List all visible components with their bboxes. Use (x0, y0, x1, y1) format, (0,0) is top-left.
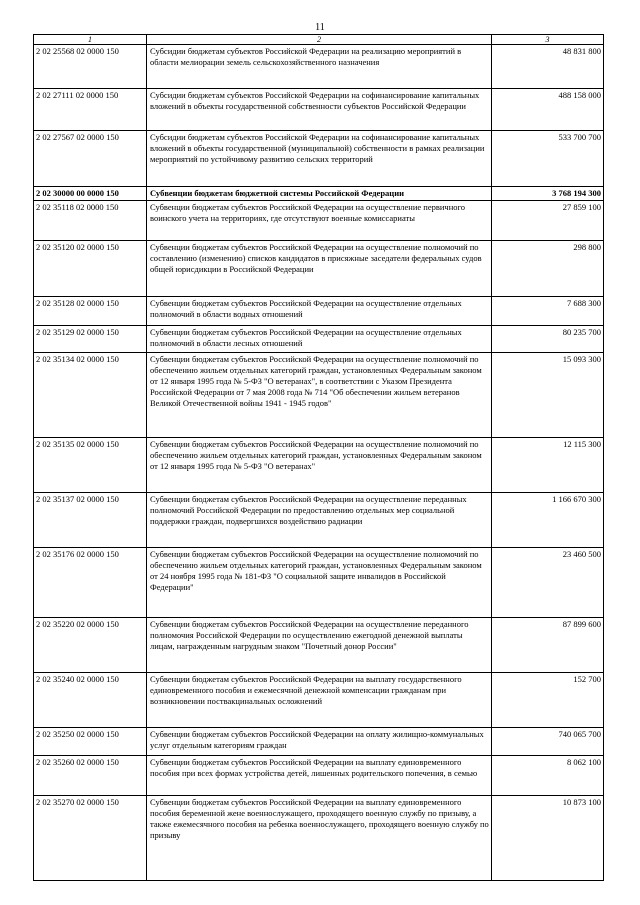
row-code: 2 02 25568 02 0000 150 (34, 45, 147, 89)
budget-table (33, 34, 604, 881)
column-header-2: 2 (147, 35, 492, 45)
row-amount: 3 768 194 300 (492, 187, 604, 201)
row-code: 2 02 35129 02 0000 150 (34, 326, 147, 353)
table-row (34, 131, 604, 187)
row-description: Субвенции бюджетам субъектов Российской Федерации на осуществление переданных полномочий Российской Федерации по предоставлению отдельных мер социальной поддержки граждан, подвергшихся воздействию радиации (147, 493, 492, 548)
row-description: Субвенции бюджетам субъектов Российской Федерации на выплату единовременного пособия при всех формах устройства детей, лишенных родительского попечения, в семью (147, 756, 492, 796)
column-header-3: 3 (492, 35, 604, 45)
row-code: 2 02 35250 02 0000 150 (34, 728, 147, 756)
table-row (34, 756, 604, 796)
row-code: 2 02 35176 02 0000 150 (34, 548, 147, 618)
table-row (34, 548, 604, 618)
table-row (34, 89, 604, 131)
table-row (34, 438, 604, 493)
row-amount: 10 873 100 (492, 796, 604, 881)
column-header-1: 1 (34, 35, 147, 45)
row-amount: 23 460 500 (492, 548, 604, 618)
table-row (34, 796, 604, 881)
row-amount: 740 065 700 (492, 728, 604, 756)
row-amount: 48 831 800 (492, 45, 604, 89)
row-amount: 7 688 300 (492, 297, 604, 326)
table-row (34, 187, 604, 201)
table-row (34, 728, 604, 756)
row-description: Субвенции бюджетам субъектов Российской Федерации на выплату государственного единовременного пособия и ежемесячной денежной компенсации гражданам при возникновении поствакцинальных осложнений (147, 673, 492, 728)
table-row (34, 673, 604, 728)
row-amount: 87 899 600 (492, 618, 604, 673)
row-amount: 15 093 300 (492, 353, 604, 438)
table-row (34, 297, 604, 326)
row-description: Субвенции бюджетам субъектов Российской Федерации на осуществление отдельных полномочий в области лесных отношений (147, 326, 492, 353)
row-code: 2 02 35120 02 0000 150 (34, 241, 147, 297)
row-amount: 152 700 (492, 673, 604, 728)
row-code: 2 02 35240 02 0000 150 (34, 673, 147, 728)
row-description: Субвенции бюджетам субъектов Российской Федерации на осуществление отдельных полномочий в области водных отношений (147, 297, 492, 326)
row-amount: 533 700 700 (492, 131, 604, 187)
row-code: 2 02 27567 02 0000 150 (34, 131, 147, 187)
row-code: 2 02 35260 02 0000 150 (34, 756, 147, 796)
page-number: 11 (315, 22, 325, 33)
table-row (34, 201, 604, 241)
table-row (34, 45, 604, 89)
row-description: Субсидии бюджетам субъектов Российской Федерации на софинансирование капитальных вложений в объекты государственной (муниципальной) собственности в рамках реализации мероприятий по устойчивому развитию сельских территорий (147, 131, 492, 187)
table-row (34, 493, 604, 548)
row-description: Субсидии бюджетам субъектов Российской Федерации на реализацию мероприятий в области мелиорации земель сельскохозяйственного назначения (147, 45, 492, 89)
row-description: Субсидии бюджетам субъектов Российской Федерации на софинансирование капитальных вложений в объекты государственной собственности субъектов Российской Федерации (147, 89, 492, 131)
header-row (34, 35, 604, 45)
table-body (34, 45, 604, 881)
row-code: 2 02 35137 02 0000 150 (34, 493, 147, 548)
row-code: 2 02 35128 02 0000 150 (34, 297, 147, 326)
row-amount: 8 062 100 (492, 756, 604, 796)
row-description: Субвенции бюджетам бюджетной системы Российской Федерации (147, 187, 492, 201)
row-description: Субвенции бюджетам субъектов Российской Федерации на осуществление переданного полномочия Российской Федерации по осуществлению ежегодной денежной выплаты лицам, награжденным нагрудным знаком "Почетный донор России" (147, 618, 492, 673)
table-row (34, 353, 604, 438)
row-amount: 27 859 100 (492, 201, 604, 241)
row-amount: 1 166 670 300 (492, 493, 604, 548)
row-code: 2 02 35135 02 0000 150 (34, 438, 147, 493)
row-description: Субвенции бюджетам субъектов Российской Федерации на выплату единовременного пособия беременной жене военнослужащего, проходящего военную службу по призыву, а также ежемесячного пособия на ребенка военнослужащего, проходящего военную службу по призыву (147, 796, 492, 881)
row-amount: 12 115 300 (492, 438, 604, 493)
row-description: Субвенции бюджетам субъектов Российской Федерации на осуществление полномочий по обеспечению жильем отдельных категорий граждан, установленных Федеральным законом от 12 января 1995 года № 5-ФЗ "О ветеранах", в соответствии с Указом Президента Российской Федерации от 7 мая 2008 года № 714 "Об обеспечении жильем ветеранов Великой Отечественной войны 1941 - 1945 годов" (147, 353, 492, 438)
row-amount: 298 800 (492, 241, 604, 297)
row-description: Субвенции бюджетам субъектов Российской Федерации на осуществление полномочий по обеспечению жильем отдельных категорий граждан, установленных Федеральным законом от 24 ноября 1995 года № 181-ФЗ "О социальной защите инвалидов в Российской Федерации" (147, 548, 492, 618)
row-description: Субвенции бюджетам субъектов Российской Федерации на осуществление полномочий по составлению (изменению) списков кандидатов в присяжные заседатели федеральных судов общей юрисдикции в Российской Федерации (147, 241, 492, 297)
row-description: Субвенции бюджетам субъектов Российской Федерации на осуществление первичного воинского учета на территориях, где отсутствуют военные комиссариаты (147, 201, 492, 241)
table-row (34, 618, 604, 673)
row-code: 2 02 35134 02 0000 150 (34, 353, 147, 438)
row-code: 2 02 35270 02 0000 150 (34, 796, 147, 881)
row-code: 2 02 27111 02 0000 150 (34, 89, 147, 131)
table-row (34, 326, 604, 353)
row-description: Субвенции бюджетам субъектов Российской Федерации на осуществление полномочий по обеспечению жильем отдельных категорий граждан, установленных Федеральным законом от 12 января 1995 года № 5-ФЗ "О ветеранах" (147, 438, 492, 493)
row-code: 2 02 35118 02 0000 150 (34, 201, 147, 241)
row-code: 2 02 35220 02 0000 150 (34, 618, 147, 673)
row-amount: 488 158 000 (492, 89, 604, 131)
row-description: Субвенции бюджетам субъектов Российской Федерации на оплату жилищно-коммунальных услуг отдельным категориям граждан (147, 728, 492, 756)
row-amount: 80 235 700 (492, 326, 604, 353)
row-code: 2 02 30000 00 0000 150 (34, 187, 147, 201)
table-row (34, 241, 604, 297)
